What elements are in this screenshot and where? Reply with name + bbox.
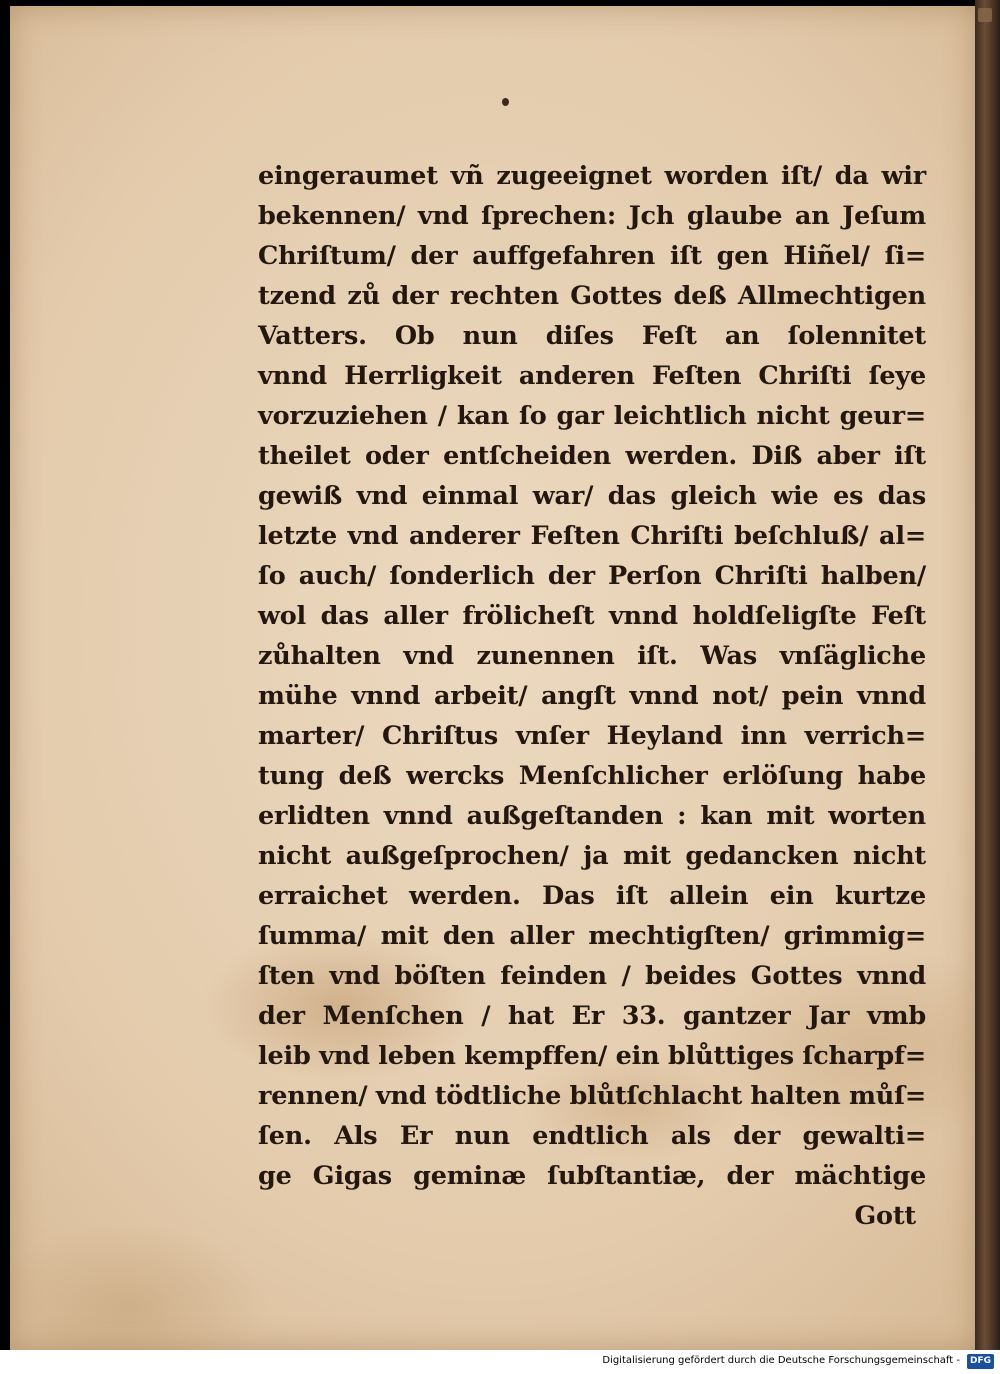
text-line: marter/ Chriſtus vnſer Heyland inn verrich= bbox=[258, 721, 926, 751]
text-line: ge Gigas geminæ ſubſtantiæ, der mächtige bbox=[258, 1161, 926, 1191]
book-page bbox=[10, 6, 975, 1350]
text-line: vorzuziehen / kan ſo gar leichtlich nicht geur= bbox=[258, 401, 926, 431]
spine-corner-mark bbox=[978, 8, 992, 22]
ink-dot bbox=[502, 98, 509, 106]
dfg-logo: DFG bbox=[967, 1354, 994, 1369]
catchword: Gott bbox=[854, 1201, 916, 1231]
text-line: eingeraumet vñ zugeeignet worden iſt/ da wir bbox=[258, 161, 926, 191]
text-line: ſo auch/ ſonderlich der Perſon Chriſti halben/ bbox=[258, 561, 926, 591]
text-line: tzend zů der rechten Gottes deß Allmechtigen bbox=[258, 281, 926, 311]
blackletter-text bbox=[258, 156, 926, 1236]
book-spine-edge bbox=[975, 0, 1000, 1350]
funding-credit: Digitalisierung gefördert durch die Deutsche Forschungsgemeinschaft - bbox=[602, 1355, 960, 1366]
text-line: der Menſchen / hat Er 33. gantzer Jar vmb bbox=[258, 1001, 926, 1031]
text-line: ſen. Als Er nun endtlich als der gewalti= bbox=[258, 1121, 926, 1151]
text-line: letzte vnd anderer Feſten Chriſti beſchluß/ al= bbox=[258, 521, 926, 551]
text-line: bekennen/ vnd ſprechen: Jch glaube an Jeſum bbox=[258, 201, 926, 231]
text-line: mühe vnnd arbeit/ angſt vnnd not/ pein vnnd bbox=[258, 681, 926, 711]
text-line: wol das aller frölicheſt vnnd holdſeligſte Feſt bbox=[258, 601, 926, 631]
text-line: erraichet werden. Das iſt allein ein kurtze bbox=[258, 881, 926, 911]
text-line: nicht außgeſprochen/ ja mit gedancken nicht bbox=[258, 841, 926, 871]
text-line: Chriſtum/ der auffgefahren iſt gen Hiñel/ ſi= bbox=[258, 241, 926, 271]
text-line: gewiß vnd einmal war/ das gleich wie es das bbox=[258, 481, 926, 511]
text-line: Vatters. Ob nun diſes Feſt an ſolennitet bbox=[258, 321, 926, 351]
footer-bar bbox=[0, 1350, 1000, 1374]
text-line: rennen/ vnd tödtliche blůtſchlacht halten můſ= bbox=[258, 1081, 926, 1111]
text-line: zůhalten vnd zunennen iſt. Was vnſägliche bbox=[258, 641, 926, 671]
text-line: vnnd Herrligkeit anderen Feſten Chriſti ſeye bbox=[258, 361, 926, 391]
text-line: theilet oder entſcheiden werden. Diß aber iſt bbox=[258, 441, 926, 471]
text-line: ſumma/ mit den aller mechtigſten/ grimmig= bbox=[258, 921, 926, 951]
text-line: erlidten vnnd außgeſtanden : kan mit worten bbox=[258, 801, 926, 831]
text-line: tung deß wercks Menſchlicher erlöſung habe bbox=[258, 761, 926, 791]
text-line: leib vnd leben kempffen/ ein blůttiges ſcharpf= bbox=[258, 1041, 926, 1071]
text-line: ſten vnd böſten feinden / beides Gottes vnnd bbox=[258, 961, 926, 991]
